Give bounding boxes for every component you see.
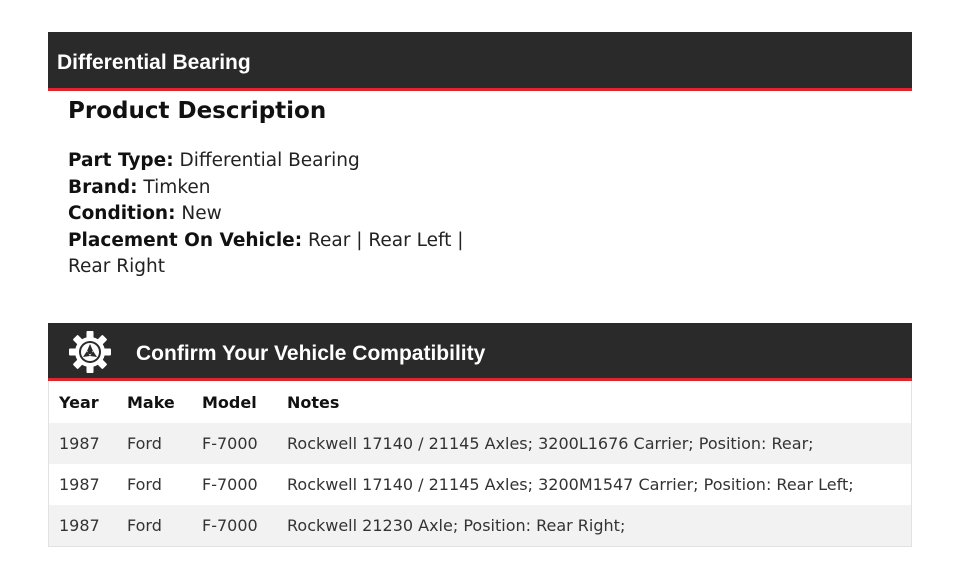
cell-year: 1987 xyxy=(59,516,100,535)
spec-label: Placement On Vehicle: xyxy=(68,229,303,251)
column-header-make: Make xyxy=(127,392,175,412)
compatibility-table xyxy=(48,381,912,547)
table-header-row xyxy=(49,381,911,423)
product-title: Differential Bearing xyxy=(57,51,251,74)
cell-model: F-7000 xyxy=(202,516,258,535)
spec-part-type xyxy=(68,148,488,175)
column-header-notes: Notes xyxy=(287,392,340,412)
cell-model: F-7000 xyxy=(202,475,258,494)
product-description xyxy=(68,96,488,281)
description-heading: Product Description xyxy=(68,98,327,124)
spec-label: Brand: xyxy=(68,176,138,198)
compatibility-header xyxy=(48,323,912,381)
spec-label: Part Type: xyxy=(68,150,174,171)
cell-notes: Rockwell 17140 / 21145 Axles; 3200L1676 Carrier; Position: Rear; xyxy=(287,434,814,453)
cell-notes: Rockwell 17140 / 21145 Axles; 3200M1547 Carrier; Position: Rear Left; xyxy=(287,475,854,494)
cell-model: F-7000 xyxy=(202,434,258,453)
table-row xyxy=(49,423,911,464)
table-row xyxy=(49,505,911,546)
spec-label: Condition: xyxy=(68,203,176,224)
cell-make: Ford xyxy=(127,516,162,535)
cell-year: 1987 xyxy=(59,475,100,494)
compatibility-title: Confirm Your Vehicle Compatibility xyxy=(136,342,486,365)
cell-notes: Rockwell 21230 Axle; Position: Rear Right; xyxy=(287,516,626,535)
table-row xyxy=(49,464,911,505)
spec-value: Differential Bearing xyxy=(179,150,360,171)
cell-make: Ford xyxy=(127,475,162,494)
spec-value: Rear | Rear Left | Rear Right xyxy=(68,229,464,277)
spec-value: New xyxy=(181,203,222,224)
column-header-year: Year xyxy=(59,392,99,412)
column-header-model: Model xyxy=(202,392,257,412)
gear-car-icon xyxy=(68,330,112,374)
spec-placement xyxy=(68,228,488,281)
cell-year: 1987 xyxy=(59,434,100,453)
cell-make: Ford xyxy=(127,434,162,453)
spec-value: Timken xyxy=(143,176,211,198)
spec-condition xyxy=(68,201,488,228)
spec-brand xyxy=(68,175,488,202)
product-title-bar xyxy=(48,32,912,91)
